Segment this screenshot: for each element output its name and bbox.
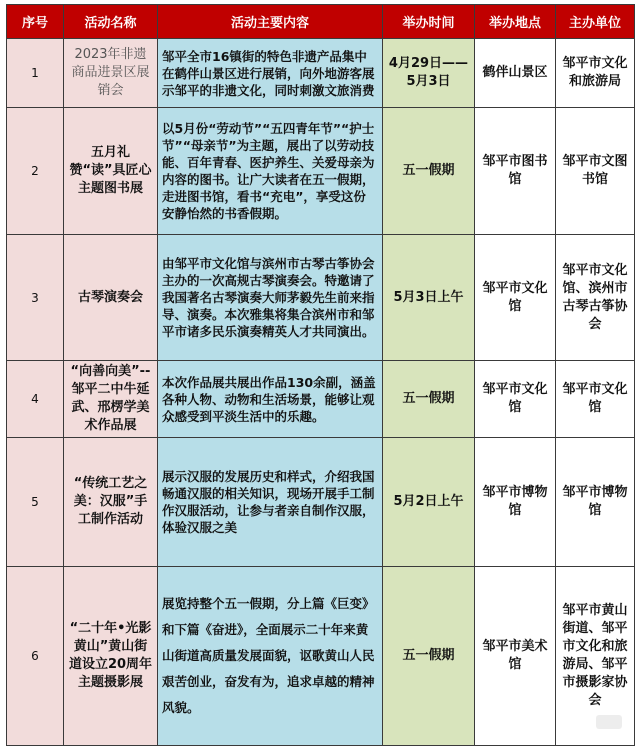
row-org: 邹平市文化馆 xyxy=(556,361,635,438)
row-no: 3 xyxy=(7,235,64,361)
row-time: 五一假期 xyxy=(383,361,475,438)
row-org: 邹平市文化馆、滨州市古琴古筝协会 xyxy=(556,235,635,361)
activity-table-wrapper xyxy=(6,4,634,735)
row-place: 邹平市文化馆 xyxy=(475,361,556,438)
table-header-row xyxy=(7,5,635,39)
row-name: 古琴演奏会 xyxy=(64,235,158,361)
table-row xyxy=(7,438,635,567)
row-no: 6 xyxy=(7,567,64,746)
table-row xyxy=(7,235,635,361)
row-name: 2023年非遗商品进景区展销会 xyxy=(64,39,158,108)
row-name: “向善向美”--邹平二中牛延武、邢楞学美术作品展 xyxy=(64,361,158,438)
row-org: 邹平市博物馆 xyxy=(556,438,635,567)
row-no: 2 xyxy=(7,108,64,235)
row-no: 1 xyxy=(7,39,64,108)
header-no: 序号 xyxy=(7,5,64,39)
row-place: 邹平市文化馆 xyxy=(475,235,556,361)
activity-table xyxy=(6,4,635,746)
header-org: 主办单位 xyxy=(556,5,635,39)
row-place: 邹平市美术馆 xyxy=(475,567,556,746)
header-time: 举办时间 xyxy=(383,5,475,39)
row-no: 4 xyxy=(7,361,64,438)
row-place: 邹平市图书馆 xyxy=(475,108,556,235)
header-content: 活动主要内容 xyxy=(158,5,383,39)
row-time: 五一假期 xyxy=(383,567,475,746)
row-name: “传统工艺之美：汉服”手工制作活动 xyxy=(64,438,158,567)
row-org: 邹平市文化和旅游局 xyxy=(556,39,635,108)
row-name: “二十年•光影黄山”黄山街道设立20周年主题摄影展 xyxy=(64,567,158,746)
table-row xyxy=(7,361,635,438)
row-org: 邹平市黄山街道、邹平市文化和旅游局、邹平市摄影家协会 xyxy=(556,567,635,746)
table-row xyxy=(7,108,635,235)
row-place: 邹平市博物馆 xyxy=(475,438,556,567)
table-row xyxy=(7,39,635,108)
header-name: 活动名称 xyxy=(64,5,158,39)
row-org: 邹平市文图书馆 xyxy=(556,108,635,235)
row-place: 鹤伴山景区 xyxy=(475,39,556,108)
row-time: 5月2日上午 xyxy=(383,438,475,567)
row-content: 展示汉服的发展历史和样式，介绍我国畅通汉服的相关知识，现场开展手工制作汉服活动，让参与者亲自制作汉服，体验汉服之美 xyxy=(158,438,383,567)
watermark-badge-icon xyxy=(596,715,622,729)
table-row xyxy=(7,567,635,746)
row-no: 5 xyxy=(7,438,64,567)
row-content: 由邹平市文化馆与滨州市古琴古筝协会主办的一次高规古琴演奏会。特邀请了我国著名古琴演奏大师茅毅先生前来指导、演奏。本次雅集将集合滨州市和邹平市诸多民乐演奏精英人才共同演出。 xyxy=(158,235,383,361)
row-time: 5月3日上午 xyxy=(383,235,475,361)
row-content: 本次作品展共展出作品130余副，涵盖各种人物、动物和生活场景，能够让观众感受到平淡生活中的乐趣。 xyxy=(158,361,383,438)
header-place: 举办地点 xyxy=(475,5,556,39)
row-time: 五一假期 xyxy=(383,108,475,235)
row-content: 以5月份“劳动节”“五四青年节”“护士节”“母亲节”为主题，展出了以劳动技能、百年青春、医护养生、关爱母亲为内容的图书。让广大读者在五一假期，走进图书馆，看书“充电”，享受这份安静怡然的书香假期。 xyxy=(158,108,383,235)
row-name: 五月礼赞“读”具匠心主题图书展 xyxy=(64,108,158,235)
row-content: 邹平全市16镇街的特色非遗产品集中在鹤伴山景区进行展销，向外地游客展示邹平的非遗文化，同时刺激文旅消费 xyxy=(158,39,383,108)
row-time: 4月29日——5月3日 xyxy=(383,39,475,108)
row-content: 展览持整个五一假期，分上篇《巨变》和下篇《奋进》，全面展示二十年来黄山街道高质量发展面貌，讴歌黄山人民艰苦创业，奋发有为，追求卓越的精神风貌。 xyxy=(158,567,383,746)
